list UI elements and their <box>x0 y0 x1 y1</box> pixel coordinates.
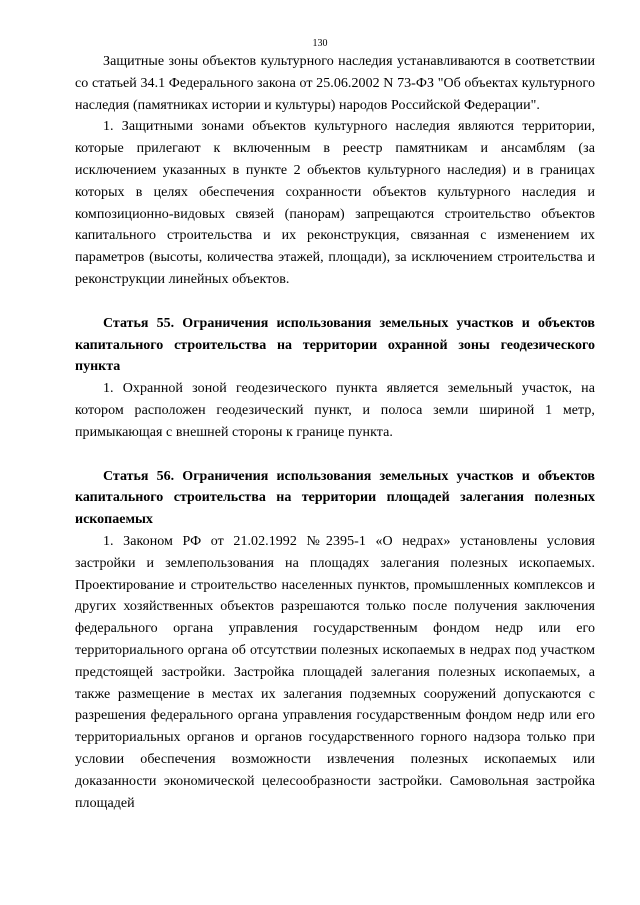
paragraph-geodetic-zone: 1. Охранной зоной геодезического пункта является земельный участок, на котором расположен геодезический пункт, и полоса земли шириной 1 метр, примыкающая с внешней стороны к границе пункта. <box>75 381 595 440</box>
article-55-heading: Статья 55. Ограничения использования земельных участков и объектов капитального строительства на территории охранной зоны геодезического пункта <box>75 315 595 375</box>
page-number: 130 <box>312 38 328 49</box>
section-spacer <box>75 291 595 313</box>
paragraph-protective-zones-definition: 1. Защитными зонами объектов культурного наследия являются территории, которые прилегают к включенным в реестр памятникам и ансамблям (за исключением указанных в пункте 2 объектов культурного наследия) и в границах которых в целях обеспечения сохранности объектов культурного наследия и композиционно-видовых связей (панорам) запрещаются строительство объектов капитального строительства и их реконструкция, связанная с изменением их параметров (высоты, количества этажей, площади), за исключением строительства и реконструкции линейных объектов. <box>75 119 595 287</box>
paragraph-mineral-deposits: 1. Законом РФ от 21.02.1992 №2395-1 «О недрах» установлены условия застройки и землепользования на площадях залегания полезных ископаемых. Проектирование и строительство населенных пунктов, промышленных комплексов и других хозяйственных объектов разрешаются только после получения заключения федерального органа управления государственным фондом недр или его территориального органа об отсутствии полезных ископаемых в недрах под участком предстоящей застройки. Застройка площадей залегания полезных ископаемых, а также размещение в местах их залегания подземных сооружений допускаются с разрешения федерального органа управления государственным фондом недр или его территориальных органов и органов государственного горного надзора только при условии обеспечения возможности извлечения полезных ископаемых или доказанности экономической целесообразности застройки. Самовольная застройка площадей <box>75 533 595 811</box>
document-body <box>75 51 595 814</box>
article-56-heading: Статья 56. Ограничения использования земельных участков и объектов капитального строительства на территории площадей залегания полезных ископаемых <box>75 468 595 528</box>
paragraph-protective-zones-intro: Защитные зоны объектов культурного наследия устанавливаются в соответствии со статьей 34.1 Федерального закона от 25.06.2002 N 73-ФЗ "Об объектах культурного наследия (памятниках истории и культуры) народов Российской Федерации". <box>75 54 595 113</box>
section-spacer <box>75 444 595 466</box>
